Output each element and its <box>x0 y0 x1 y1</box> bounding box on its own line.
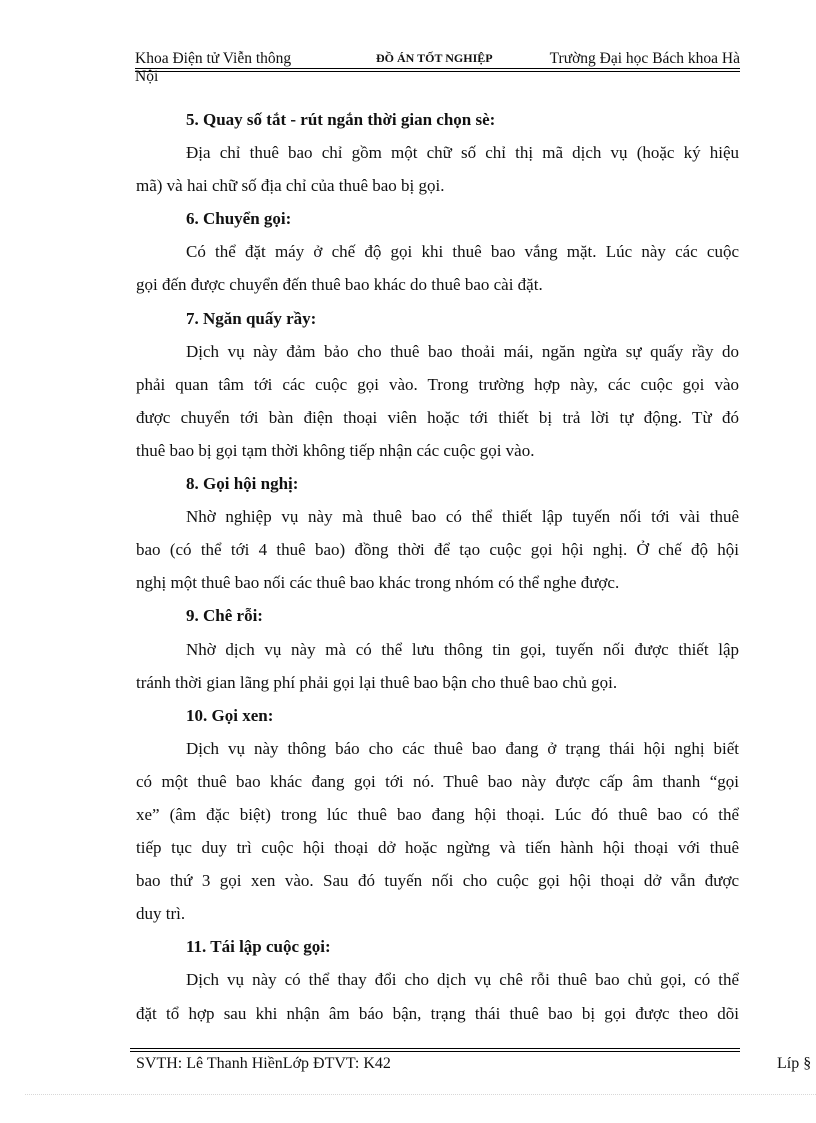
header-university: Trường Đại học Bách khoa Hà <box>549 50 740 67</box>
footer-rule <box>130 1048 740 1049</box>
page-header <box>135 48 740 88</box>
paragraph-line: bao (có thể tới 4 thuê bao) đồng thời để tạo cuộc gọi hội nghị. Ở chế độ hội <box>136 540 739 560</box>
paragraph-first-line: Dịch vụ này có thể thay đổi cho dịch vụ chê rỗi thuê bao chủ gọi, có thể <box>186 970 739 990</box>
paragraph-last-line: gọi đến được chuyển đến thuê bao khác do thuê bao cài đặt. <box>136 275 543 295</box>
section-heading: 8. Gọi hội nghị: <box>186 474 299 494</box>
section-heading: 7. Ngăn quấy rầy: <box>186 308 317 328</box>
section-heading: 11. Tái lập cuộc gọi: <box>186 937 331 957</box>
paragraph-line: được chuyển tới bàn điện thoại viên hoặc tới thiết bị trả lời tự động. Từ đó <box>136 407 739 427</box>
header-rule-double <box>135 71 740 72</box>
section-heading: 9. Chê rỗi: <box>186 606 263 626</box>
page-edge <box>25 1094 816 1095</box>
paragraph-first-line: Địa chỉ thuê bao chỉ gồm một chữ số chỉ thị mã dịch vụ (hoặc ký hiệu <box>186 143 739 163</box>
paragraph-last-line: thuê bao bị gọi tạm thời không tiếp nhận các cuộc gọi vào. <box>136 440 535 460</box>
paragraph-last-line: nghị một thuê bao nối các thuê bao khác trong nhóm có thể nghe được. <box>136 573 620 593</box>
paragraph-last-line: duy trì. <box>136 904 186 924</box>
header-rule <box>135 68 740 69</box>
paragraph-last-line: tránh thời gian lãng phí phải gọi lại thuê bao bận cho thuê bao chủ gọi. <box>136 672 618 692</box>
paragraph-first-line: Nhờ dịch vụ này mà có thể lưu thông tin gọi, tuyến nối được thiết lập <box>186 639 739 659</box>
header-faculty: Khoa Điện tử Viễn thông <box>135 50 292 67</box>
paragraph-last-line: mã) và hai chữ số địa chỉ của thuê bao bị gọi. <box>136 176 445 196</box>
footer-rule-double <box>130 1051 740 1052</box>
paragraph-line: có một thuê bao khác đang gọi tới nó. Thuê bao này được cấp âm thanh “gọi <box>136 771 739 791</box>
footer-student-info: SVTH: Lê Thanh HiềnLớp ĐTVT: K42 <box>136 1055 391 1072</box>
paragraph-line: tiếp tục duy trì cuộc hội thoại dở hoặc ngừng và tiến hành hội thoại với thuê <box>136 838 739 858</box>
section-heading: 6. Chuyển gọi: <box>186 209 292 229</box>
document-body <box>136 103 739 1030</box>
header-title: ĐỒ ÁN TỐT NGHIỆP <box>376 51 493 65</box>
paragraph-first-line: Dịch vụ này thông báo cho các thuê bao đang ở trạng thái hội nghị biết <box>186 738 739 758</box>
paragraph-first-line: Dịch vụ này đảm bảo cho thuê bao thoải mái, ngăn ngừa sự quấy rầy do <box>186 341 739 361</box>
paragraph-line: xe” (âm đặc biệt) trong lúc thuê bao đang hội thoại. Lúc đó thuê bao có thể <box>136 804 739 824</box>
header-university-continued: Nội <box>135 68 159 85</box>
section-heading: 5. Quay số tắt - rút ngắn thời gian chọn sè: <box>186 110 496 129</box>
section-heading: 10. Gọi xen: <box>186 705 274 725</box>
paragraph-line: bao thứ 3 gọi xen vào. Sau đó tuyến nối cho cuộc gọi hội thoại dở vẫn được <box>136 871 739 891</box>
paragraph-first-line: Nhờ nghiệp vụ này mà thuê bao có thể thiết lập tuyến nối tới vài thuê <box>186 507 739 527</box>
footer-class-label: Líp § <box>777 1055 812 1072</box>
paragraph-line: phải quan tâm tới các cuộc gọi vào. Trong trường hợp này, các cuộc gọi vào <box>136 374 739 394</box>
paragraph-line: đặt tổ hợp sau khi nhận âm báo bận, trạng thái thuê bao bị gọi được theo dõi <box>136 1003 739 1023</box>
paragraph-first-line: Có thể đặt máy ở chế độ gọi khi thuê bao vắng mặt. Lúc này các cuộc <box>186 242 739 262</box>
